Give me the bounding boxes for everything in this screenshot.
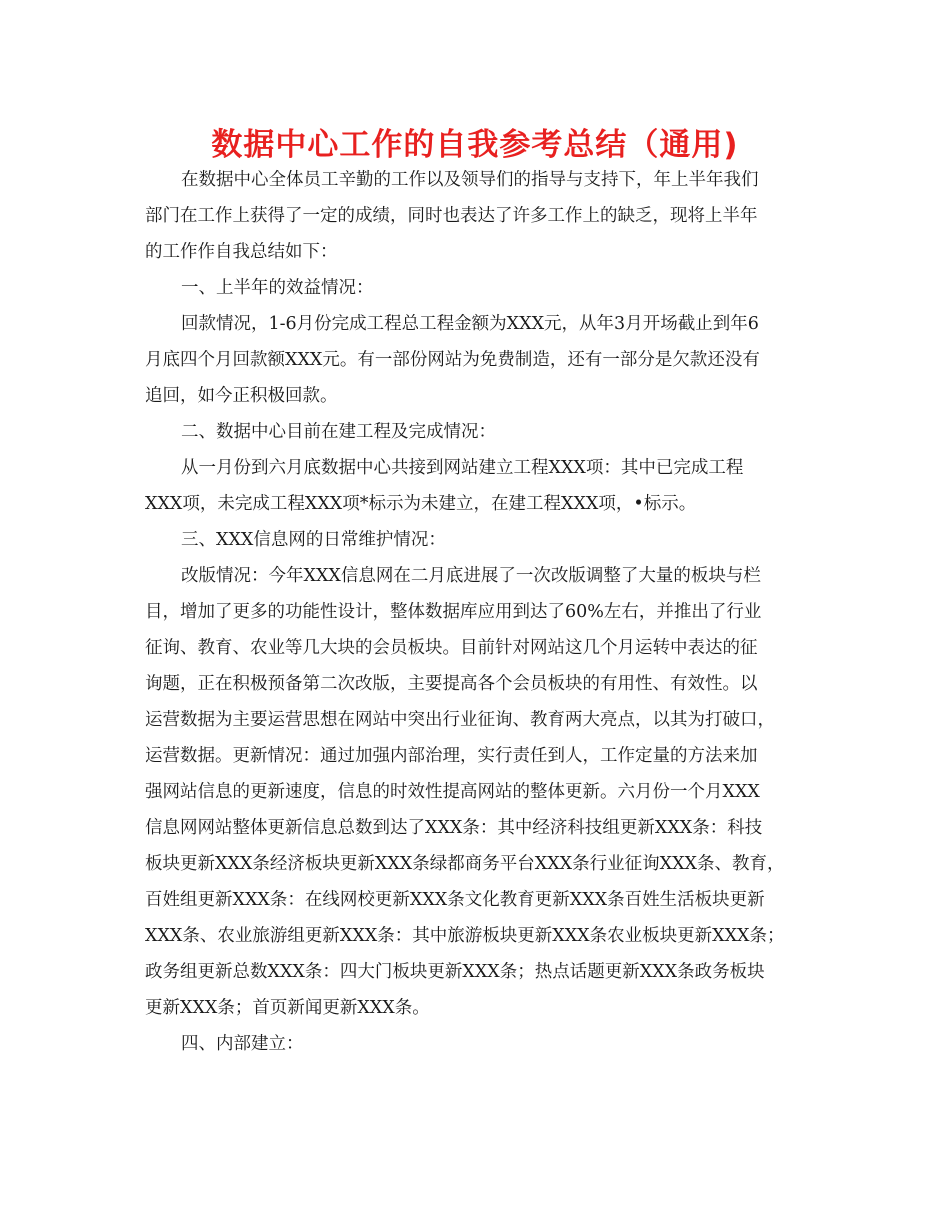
- body-line: 部门在工作上获得了一定的成绩，同时也表达了许多工作上的缺乏，现将上半年: [145, 206, 758, 226]
- body-line: 从一月份到六月底数据中心共接到网站建立工程XXX项：其中已完成工程: [181, 458, 744, 478]
- body-line: 三、XXX信息网的日常维护情况：: [181, 530, 446, 550]
- body-line: 运营数据。更新情况：通过加强内部治理，实行责任到人，工作定量的方法来加: [145, 746, 758, 766]
- body-line: 信息网网站整体更新信息总数到达了XXX条：其中经济科技组更新XXX条：科技: [145, 818, 763, 838]
- body-line: XXX条、农业旅游组更新XXX条：其中旅游板块更新XXX条农业板块更新XXX条；: [145, 926, 785, 946]
- body-line: 的工作作自我总结如下：: [145, 242, 338, 262]
- body-line: 回款情况，1-6月份完成工程总工程金额为XXX元，从年3月开场截止到年6: [181, 314, 759, 334]
- body-line: 强网站信息的更新速度，信息的时效性提高网站的整体更新。六月份一个月XXX: [145, 782, 760, 802]
- body-line: 四、内部建立：: [181, 1034, 304, 1054]
- body-line: 目，增加了更多的功能性设计，整体数据库应用到达了60%左右，并推出了行业: [145, 602, 762, 622]
- body-line: 运营数据为主要运营思想在网站中突出行业征询、教育两大亮点，以其为打破口，: [145, 710, 775, 730]
- body-line: 二、数据中心目前在建工程及完成情况：: [181, 422, 496, 442]
- document-title: 数据中心工作的自我参考总结（通用): [211, 127, 739, 163]
- document-body: [145, 162, 805, 1062]
- body-line: 板块更新XXX条经济板块更新XXX条绿都商务平台XXX条行业征询XXX条、教育，: [145, 854, 785, 874]
- body-line: 询题，正在积极预备第二次改版，主要提高各个会员板块的有用性、有效性。以: [145, 674, 758, 694]
- body-line: 征询、教育、农业等几大块的会员板块。目前针对网站这几个月运转中表达的征: [145, 638, 758, 658]
- body-line: 追回，如今正积极回款。: [145, 386, 338, 406]
- body-line: 一、上半年的效益情况：: [181, 278, 374, 298]
- body-line: 月底四个月回款额XXX元。有一部份网站为免费制造，还有一部分是欠款还没有: [145, 350, 760, 370]
- body-line: 更新XXX条；首页新闻更新XXX条。: [145, 998, 430, 1018]
- body-line: 改版情况：今年XXX信息网在二月底进展了一次改版调整了大量的板块与栏: [181, 566, 761, 586]
- body-line: 百姓组更新XXX条：在线网校更新XXX条文化教育更新XXX条百姓生活板块更新: [145, 890, 765, 910]
- body-line: 在数据中心全体员工辛勤的工作以及领导们的指导与支持下，年上半年我们: [181, 170, 759, 190]
- body-line: 政务组更新总数XXX条：四大门板块更新XXX条；热点话题更新XXX条政务板块: [145, 962, 765, 982]
- body-line: XXX项，未完成工程XXX项*标示为未建立，在建工程XXX项，•标示。: [145, 494, 697, 514]
